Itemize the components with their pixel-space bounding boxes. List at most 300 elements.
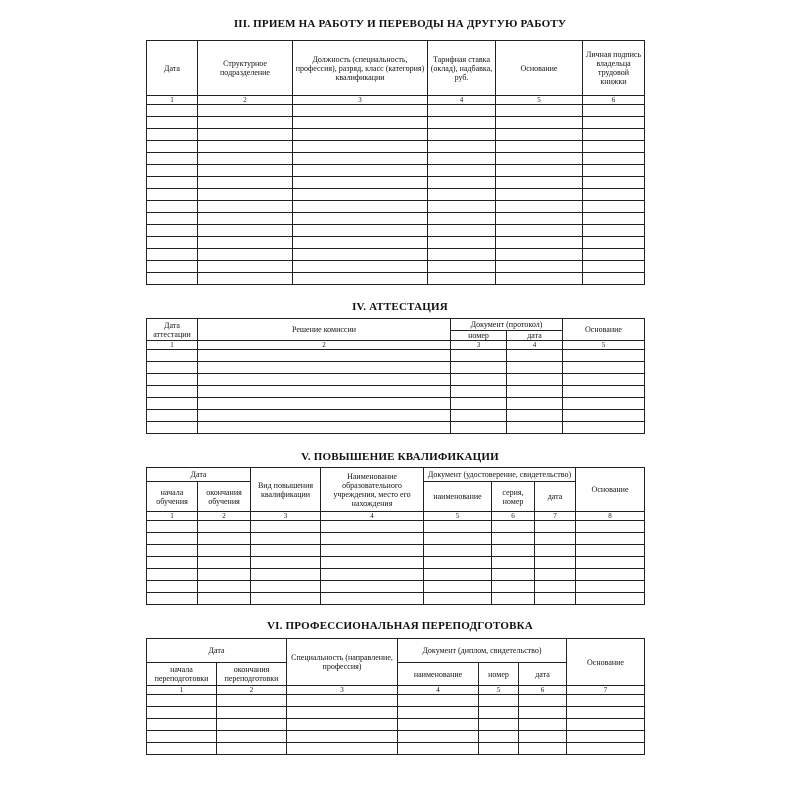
blank-cell[interactable]	[567, 719, 645, 731]
blank-cell[interactable]	[147, 569, 198, 581]
column-number: 7	[535, 512, 576, 521]
blank-cell[interactable]	[287, 743, 398, 755]
column-number: 2	[217, 686, 287, 695]
blank-cell[interactable]	[321, 569, 424, 581]
blank-cell[interactable]	[583, 249, 645, 261]
blank-cell[interactable]	[251, 557, 321, 569]
header-document: Документ (удостоверение, свидетельство)	[424, 468, 576, 482]
blank-cell[interactable]	[198, 165, 293, 177]
blank-cell[interactable]	[535, 557, 576, 569]
blank-cell[interactable]	[287, 719, 398, 731]
column-number: 4	[428, 96, 496, 105]
blank-cell[interactable]	[428, 153, 496, 165]
blank-cell[interactable]	[198, 189, 293, 201]
blank-cell[interactable]	[563, 350, 645, 362]
blank-cell[interactable]	[535, 545, 576, 557]
blank-cell[interactable]	[398, 719, 479, 731]
blank-cell[interactable]	[217, 707, 287, 719]
blank-cell[interactable]	[251, 581, 321, 593]
blank-cell[interactable]	[287, 707, 398, 719]
blank-cell[interactable]	[198, 237, 293, 249]
blank-cell[interactable]	[147, 533, 198, 545]
blank-row	[147, 374, 645, 386]
header-doc-date: дата	[507, 331, 563, 341]
blank-cell[interactable]	[563, 422, 645, 434]
blank-row	[147, 557, 645, 569]
blank-cell[interactable]	[451, 386, 507, 398]
blank-cell[interactable]	[147, 386, 198, 398]
blank-cell[interactable]	[519, 695, 567, 707]
blank-cell[interactable]	[479, 719, 519, 731]
blank-cell[interactable]	[424, 569, 492, 581]
blank-cell[interactable]	[535, 521, 576, 533]
header-institution: Наименование образовательного учреждения, место его нахождения	[321, 468, 424, 512]
column-number: 6	[492, 512, 535, 521]
blank-cell[interactable]	[428, 237, 496, 249]
blank-row	[147, 731, 645, 743]
blank-cell[interactable]	[496, 237, 583, 249]
column-number: 2	[198, 512, 251, 521]
blank-cell[interactable]	[198, 177, 293, 189]
section-6-body	[147, 695, 645, 755]
blank-cell[interactable]	[198, 213, 293, 225]
blank-cell[interactable]	[496, 249, 583, 261]
blank-cell[interactable]	[147, 374, 198, 386]
blank-cell[interactable]	[147, 398, 198, 410]
column-number: 4	[321, 512, 424, 521]
blank-cell[interactable]	[496, 213, 583, 225]
blank-cell[interactable]	[198, 153, 293, 165]
blank-cell[interactable]	[147, 521, 198, 533]
blank-cell[interactable]	[198, 350, 451, 362]
blank-cell[interactable]	[198, 533, 251, 545]
blank-cell[interactable]	[428, 141, 496, 153]
header-date: Дата	[147, 41, 198, 96]
header-signature: Личная подпись владельца трудовой книжки	[583, 41, 645, 96]
blank-row	[147, 422, 645, 434]
blank-row	[147, 545, 645, 557]
blank-cell[interactable]	[147, 225, 198, 237]
blank-cell[interactable]	[147, 581, 198, 593]
blank-cell[interactable]	[293, 117, 428, 129]
blank-row	[147, 189, 645, 201]
blank-cell[interactable]	[583, 189, 645, 201]
blank-cell[interactable]	[321, 533, 424, 545]
blank-cell[interactable]	[293, 213, 428, 225]
blank-cell[interactable]	[563, 362, 645, 374]
header-basis: Основание	[496, 41, 583, 96]
header-end-date: окончания обучения	[198, 482, 251, 512]
header-end-date: окончания переподготовки	[217, 663, 287, 686]
blank-cell[interactable]	[198, 410, 451, 422]
blank-row	[147, 743, 645, 755]
blank-cell[interactable]	[147, 545, 198, 557]
blank-cell[interactable]	[492, 593, 535, 605]
blank-cell[interactable]	[398, 695, 479, 707]
blank-cell[interactable]	[428, 225, 496, 237]
section-4-body	[147, 350, 645, 434]
column-number: 1	[147, 96, 198, 105]
blank-cell[interactable]	[147, 422, 198, 434]
blank-cell[interactable]	[147, 731, 217, 743]
header-rate: Тарифная ставка (оклад), надбавка, руб.	[428, 41, 496, 96]
blank-cell[interactable]	[198, 141, 293, 153]
blank-cell[interactable]	[198, 362, 451, 374]
blank-cell[interactable]	[519, 731, 567, 743]
blank-cell[interactable]	[583, 141, 645, 153]
blank-cell[interactable]	[293, 237, 428, 249]
blank-cell[interactable]	[496, 165, 583, 177]
blank-cell[interactable]	[293, 129, 428, 141]
blank-cell[interactable]	[428, 213, 496, 225]
blank-cell[interactable]	[451, 410, 507, 422]
blank-cell[interactable]	[293, 105, 428, 117]
blank-cell[interactable]	[428, 165, 496, 177]
blank-cell[interactable]	[428, 117, 496, 129]
blank-cell[interactable]	[507, 374, 563, 386]
blank-row	[147, 177, 645, 189]
blank-cell[interactable]	[451, 362, 507, 374]
column-number: 2	[198, 341, 451, 350]
blank-cell[interactable]	[479, 695, 519, 707]
header-basis: Основание	[563, 319, 645, 341]
section-5-title: V. ПОВЫШЕНИЕ КВАЛИФИКАЦИИ	[301, 451, 499, 463]
blank-cell[interactable]	[251, 593, 321, 605]
blank-cell[interactable]	[251, 545, 321, 557]
header-doc-name: наименование	[398, 663, 479, 686]
blank-cell[interactable]	[251, 521, 321, 533]
blank-cell[interactable]	[198, 545, 251, 557]
blank-cell[interactable]	[147, 249, 198, 261]
blank-cell[interactable]	[563, 410, 645, 422]
blank-cell[interactable]	[567, 707, 645, 719]
blank-cell[interactable]	[424, 593, 492, 605]
section-4-title: IV. АТТЕСТАЦИЯ	[352, 301, 448, 313]
blank-cell[interactable]	[492, 557, 535, 569]
blank-cell[interactable]	[496, 225, 583, 237]
blank-row	[147, 213, 645, 225]
blank-cell[interactable]	[293, 261, 428, 273]
blank-row	[147, 569, 645, 581]
blank-cell[interactable]	[576, 557, 645, 569]
blank-cell[interactable]	[496, 141, 583, 153]
blank-row	[147, 261, 645, 273]
blank-cell[interactable]	[492, 581, 535, 593]
blank-cell[interactable]	[583, 273, 645, 285]
blank-cell[interactable]	[198, 374, 451, 386]
blank-cell[interactable]	[147, 141, 198, 153]
blank-cell[interactable]	[147, 273, 198, 285]
blank-cell[interactable]	[424, 533, 492, 545]
section-4-table	[146, 318, 645, 434]
blank-cell[interactable]	[424, 521, 492, 533]
header-number: номер	[451, 331, 507, 341]
header-start-date: начала обучения	[147, 482, 198, 512]
blank-cell[interactable]	[147, 707, 217, 719]
blank-cell[interactable]	[398, 707, 479, 719]
blank-cell[interactable]	[147, 350, 198, 362]
column-number: 5	[424, 512, 492, 521]
blank-cell[interactable]	[583, 177, 645, 189]
blank-cell[interactable]	[496, 105, 583, 117]
blank-cell[interactable]	[198, 581, 251, 593]
blank-cell[interactable]	[198, 569, 251, 581]
blank-cell[interactable]	[198, 398, 451, 410]
blank-cell[interactable]	[198, 117, 293, 129]
blank-cell[interactable]	[583, 105, 645, 117]
blank-cell[interactable]	[583, 261, 645, 273]
blank-cell[interactable]	[198, 593, 251, 605]
column-number: 3	[251, 512, 321, 521]
blank-cell[interactable]	[287, 731, 398, 743]
blank-cell[interactable]	[507, 422, 563, 434]
blank-row	[147, 398, 645, 410]
blank-cell[interactable]	[496, 153, 583, 165]
header-document: Документ (диплом, свидетельство)	[398, 639, 567, 663]
blank-cell[interactable]	[293, 153, 428, 165]
blank-cell[interactable]	[293, 177, 428, 189]
blank-cell[interactable]	[428, 189, 496, 201]
blank-cell[interactable]	[519, 719, 567, 731]
blank-cell[interactable]	[217, 695, 287, 707]
blank-cell[interactable]	[428, 105, 496, 117]
blank-cell[interactable]	[321, 593, 424, 605]
blank-cell[interactable]	[583, 129, 645, 141]
blank-cell[interactable]	[424, 545, 492, 557]
blank-row	[147, 581, 645, 593]
blank-cell[interactable]	[147, 201, 198, 213]
section-6-table	[146, 638, 645, 755]
blank-row	[147, 719, 645, 731]
blank-cell[interactable]	[198, 261, 293, 273]
blank-row	[147, 165, 645, 177]
blank-cell[interactable]	[321, 545, 424, 557]
blank-cell[interactable]	[147, 743, 217, 755]
blank-cell[interactable]	[251, 533, 321, 545]
header-doc-name: наименование	[424, 482, 492, 512]
column-number: 3	[293, 96, 428, 105]
blank-row	[147, 695, 645, 707]
blank-cell[interactable]	[496, 189, 583, 201]
blank-cell[interactable]	[576, 521, 645, 533]
blank-cell[interactable]	[563, 374, 645, 386]
column-number: 4	[507, 341, 563, 350]
blank-cell[interactable]	[496, 129, 583, 141]
column-number: 3	[287, 686, 398, 695]
blank-cell[interactable]	[147, 213, 198, 225]
blank-cell[interactable]	[198, 521, 251, 533]
blank-cell[interactable]	[217, 731, 287, 743]
blank-row	[147, 593, 645, 605]
blank-cell[interactable]	[198, 386, 451, 398]
column-number: 6	[583, 96, 645, 105]
blank-cell[interactable]	[583, 213, 645, 225]
blank-cell[interactable]	[428, 201, 496, 213]
blank-cell[interactable]	[583, 201, 645, 213]
blank-row	[147, 707, 645, 719]
blank-cell[interactable]	[519, 707, 567, 719]
blank-cell[interactable]	[147, 165, 198, 177]
blank-cell[interactable]	[321, 581, 424, 593]
blank-cell[interactable]	[251, 569, 321, 581]
blank-cell[interactable]	[428, 129, 496, 141]
blank-cell[interactable]	[198, 249, 293, 261]
header-doc-date: дата	[519, 663, 567, 686]
blank-cell[interactable]	[147, 117, 198, 129]
blank-cell[interactable]	[424, 581, 492, 593]
blank-cell[interactable]	[576, 533, 645, 545]
column-number: 5	[563, 341, 645, 350]
blank-cell[interactable]	[147, 261, 198, 273]
blank-cell[interactable]	[492, 545, 535, 557]
blank-cell[interactable]	[576, 545, 645, 557]
blank-cell[interactable]	[293, 249, 428, 261]
blank-row	[147, 273, 645, 285]
blank-cell[interactable]	[321, 557, 424, 569]
blank-cell[interactable]	[428, 273, 496, 285]
blank-cell[interactable]	[147, 362, 198, 374]
blank-cell[interactable]	[563, 398, 645, 410]
blank-cell[interactable]	[451, 350, 507, 362]
blank-cell[interactable]	[563, 386, 645, 398]
blank-cell[interactable]	[583, 165, 645, 177]
column-number: 1	[147, 341, 198, 350]
header-doc-date: дата	[535, 482, 576, 512]
blank-cell[interactable]	[428, 249, 496, 261]
blank-cell[interactable]	[147, 410, 198, 422]
blank-cell[interactable]	[492, 569, 535, 581]
blank-row	[147, 117, 645, 129]
blank-cell[interactable]	[535, 593, 576, 605]
blank-cell[interactable]	[398, 743, 479, 755]
header-date: Дата	[147, 468, 251, 482]
section-5-table	[146, 467, 645, 605]
blank-cell[interactable]	[583, 225, 645, 237]
column-number: 2	[198, 96, 293, 105]
blank-row	[147, 362, 645, 374]
blank-cell[interactable]	[507, 362, 563, 374]
blank-cell[interactable]	[535, 533, 576, 545]
blank-row	[147, 533, 645, 545]
blank-row	[147, 141, 645, 153]
blank-cell[interactable]	[198, 422, 451, 434]
blank-cell[interactable]	[398, 731, 479, 743]
blank-cell[interactable]	[293, 165, 428, 177]
section-3-title: III. ПРИЕМ НА РАБОТУ И ПЕРЕВОДЫ НА ДРУГУЮ РАБОТУ	[233, 18, 567, 30]
blank-cell[interactable]	[507, 410, 563, 422]
blank-cell[interactable]	[451, 422, 507, 434]
blank-cell[interactable]	[507, 398, 563, 410]
blank-cell[interactable]	[535, 569, 576, 581]
blank-cell[interactable]	[451, 398, 507, 410]
blank-row	[147, 201, 645, 213]
column-number: 5	[479, 686, 519, 695]
blank-cell[interactable]	[198, 105, 293, 117]
column-number: 7	[567, 686, 645, 695]
header-start-date: начала переподготовки	[147, 663, 217, 686]
blank-cell[interactable]	[583, 237, 645, 249]
header-commission-decision: Решение комиссии	[198, 319, 451, 341]
blank-cell[interactable]	[496, 261, 583, 273]
blank-row	[147, 350, 645, 362]
blank-cell[interactable]	[198, 273, 293, 285]
blank-cell[interactable]	[576, 593, 645, 605]
section-5-body	[147, 521, 645, 605]
blank-cell[interactable]	[583, 117, 645, 129]
blank-cell[interactable]	[198, 201, 293, 213]
blank-cell[interactable]	[479, 731, 519, 743]
header-number: номер	[479, 663, 519, 686]
blank-cell[interactable]	[293, 273, 428, 285]
blank-row	[147, 237, 645, 249]
blank-cell[interactable]	[147, 129, 198, 141]
blank-cell[interactable]	[479, 743, 519, 755]
blank-cell[interactable]	[198, 129, 293, 141]
blank-cell[interactable]	[567, 743, 645, 755]
blank-cell[interactable]	[496, 273, 583, 285]
blank-cell[interactable]	[321, 521, 424, 533]
blank-cell[interactable]	[293, 225, 428, 237]
blank-cell[interactable]	[492, 533, 535, 545]
blank-cell[interactable]	[496, 201, 583, 213]
blank-cell[interactable]	[496, 117, 583, 129]
blank-cell[interactable]	[507, 350, 563, 362]
blank-cell[interactable]	[198, 557, 251, 569]
blank-cell[interactable]	[535, 581, 576, 593]
blank-cell[interactable]	[479, 707, 519, 719]
blank-cell[interactable]	[147, 105, 198, 117]
blank-cell[interactable]	[451, 374, 507, 386]
blank-cell[interactable]	[147, 557, 198, 569]
blank-cell[interactable]	[567, 731, 645, 743]
blank-row	[147, 521, 645, 533]
blank-cell[interactable]	[496, 177, 583, 189]
section-6-title: VI. ПРОФЕССИОНАЛЬНАЯ ПЕРЕПОДГОТОВКА	[267, 620, 533, 632]
blank-cell[interactable]	[428, 177, 496, 189]
blank-cell[interactable]	[507, 386, 563, 398]
blank-cell[interactable]	[567, 695, 645, 707]
blank-cell[interactable]	[293, 189, 428, 201]
blank-cell[interactable]	[583, 153, 645, 165]
blank-cell[interactable]	[217, 743, 287, 755]
blank-cell[interactable]	[492, 521, 535, 533]
blank-cell[interactable]	[198, 225, 293, 237]
column-number: 5	[496, 96, 583, 105]
blank-cell[interactable]	[147, 593, 198, 605]
blank-cell[interactable]	[424, 557, 492, 569]
blank-cell[interactable]	[576, 581, 645, 593]
blank-cell[interactable]	[287, 695, 398, 707]
blank-cell[interactable]	[147, 177, 198, 189]
header-specialty: Специальность (направление, профессия)	[287, 639, 398, 686]
blank-cell[interactable]	[147, 153, 198, 165]
column-number: 4	[398, 686, 479, 695]
blank-cell[interactable]	[217, 719, 287, 731]
blank-cell[interactable]	[147, 189, 198, 201]
header-attestation-date: Дата аттестации	[147, 319, 198, 341]
blank-cell[interactable]	[147, 695, 217, 707]
blank-cell[interactable]	[576, 569, 645, 581]
header-series-number: серия, номер	[492, 482, 535, 512]
blank-cell[interactable]	[519, 743, 567, 755]
blank-cell[interactable]	[293, 141, 428, 153]
blank-cell[interactable]	[428, 261, 496, 273]
blank-cell[interactable]	[293, 201, 428, 213]
section-3-body	[147, 105, 645, 285]
column-number: 3	[451, 341, 507, 350]
blank-cell[interactable]	[147, 237, 198, 249]
blank-cell[interactable]	[147, 719, 217, 731]
